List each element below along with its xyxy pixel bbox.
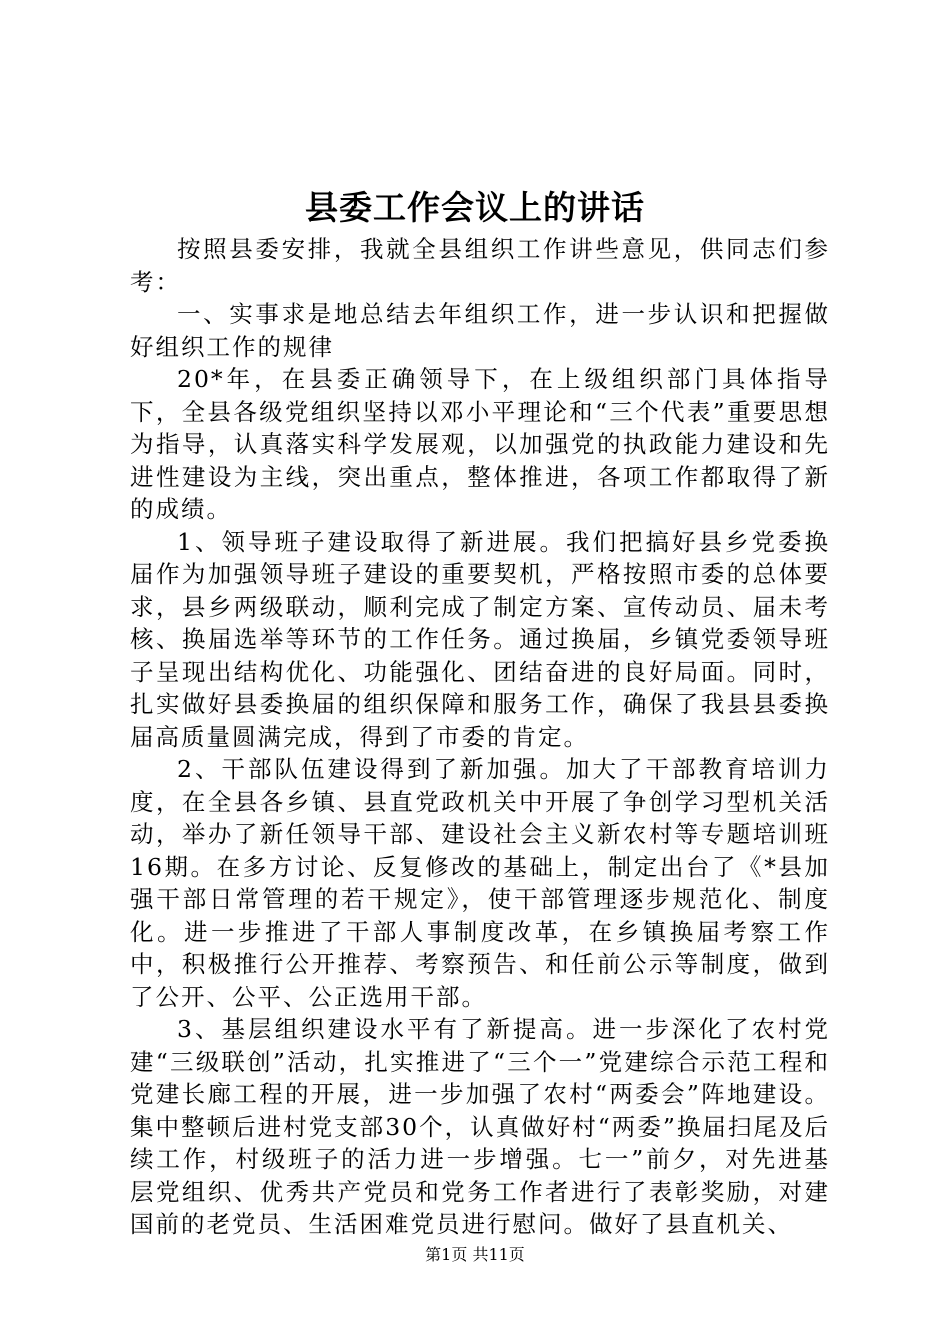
page-footer: 第1页 共11页: [425, 1245, 525, 1264]
document-title: 县委工作会议上的讲话: [305, 188, 645, 227]
paragraph-leadership: 1、领导班子建设取得了新进展。我们把搞好县乡党委换届作为加强领导班子建设的重要契机，严格按照市委的总体要求，县乡两级联动，顺利完成了制定方案、宣传动员、届未考核、换届选举等环节的工作任务。通过换届，乡镇党委领导班子呈现出结构优化、功能强化、团结奋进的良好局面。同时，扎实做好县委换届的组织保障和服务工作，确保了我县县委换届高质量圆满完成，得到了市委的肯定。: [130, 527, 830, 751]
paragraph-intro: 按照县委安排，我就全县组织工作讲些意见，供同志们参考：: [130, 235, 830, 296]
paragraph-summary: 20*年，在县委正确领导下，在上级组织部门具体指导下，全县各级党组织坚持以邓小平理论和“三个代表”重要思想为指导，认真落实科学发展观，以加强党的执政能力建设和先进性建设为主线，突出重点，整体推进，各项工作都取得了新的成绩。: [130, 365, 830, 523]
paragraph-cadre: 2、干部队伍建设得到了新加强。加大了干部教育培训力度，在全县各乡镇、县直党政机关中开展了争创学习型机关活动，举办了新任领导干部、建设社会主义新农村等专题培训班16期。在多方讨论、反复修改的基础上，制定出台了《*县加强干部日常管理的若干规定》，使干部管理逐步规范化、制度化。进一步推进了干部人事制度改革，在乡镇换届考察工作中，积极推行公开推荐、考察预告、和任前公示等制度，做到了公开、公平、公正选用干部。: [130, 755, 830, 1011]
document-body: [130, 233, 830, 1241]
section-heading: 一、实事求是地总结去年组织工作，进一步认识和把握做好组织工作的规律: [130, 300, 830, 361]
paragraph-grassroots: 3、基层组织建设水平有了新提高。进一步深化了农村党建“三级联创”活动，扎实推进了“三个一”党建综合示范工程和党建长廊工程的开展，进一步加强了农村“两委会”阵地建设。集中整顿后进村党支部30个，认真做好村“两委”换届扫尾及后续工作，村级班子的活力进一步增强。七一”前夕，对先进基层党组织、优秀共产党员和党务工作者进行了表彰奖励，对建国前的老党员、生活困难党员进行慰问。做好了县直机关、: [130, 1015, 830, 1238]
